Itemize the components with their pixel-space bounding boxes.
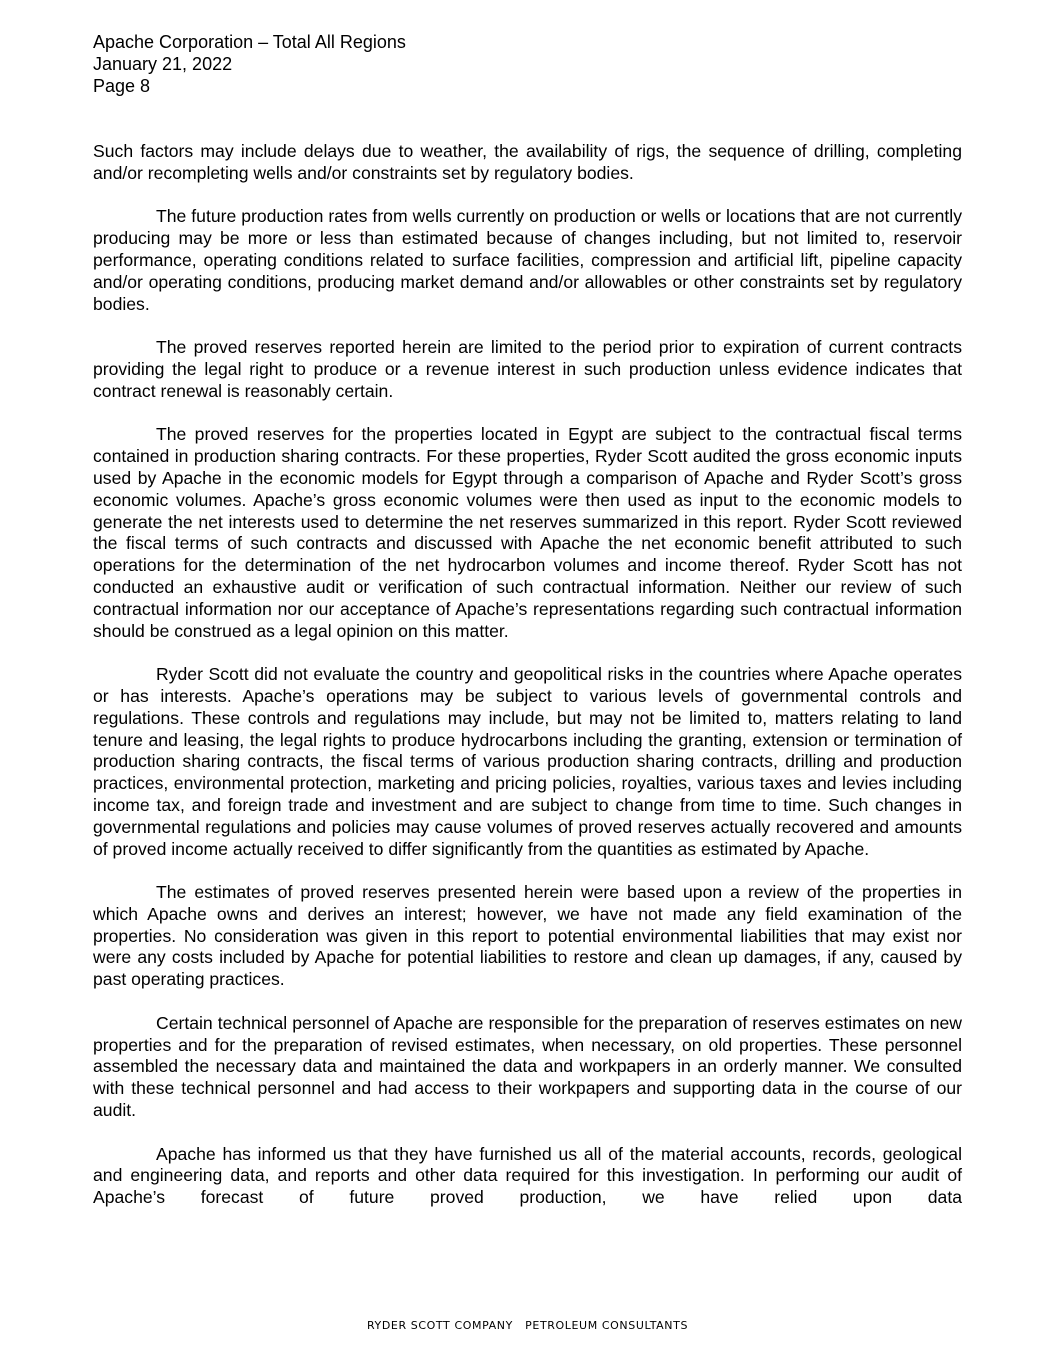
paragraph-geopolitical-risks: Ryder Scott did not evaluate the country and geopolitical risks in the countries where Apache operates or has interests. Apache’s operations may be subject to various levels of governmental controls and regulations. These controls and regulations may include, but may not be limited to, matters relating to land tenure and leasing, the legal rights to produce hydrocarbons including the granting, extension or termination of production sharing contracts, the fiscal terms of various production sharing contracts, drilling and production practices, environmental protection, marketing and pricing policies, royalties, various taxes and levies including income tax, and foreign trade and investment and are subject to change from time to time. Such changes in governmental regulations and policies may cause volumes of proved reserves actually recovered and amounts of proved income actually received to differ significantly from the quantities as estimated by Apache.: [93, 664, 962, 859]
paragraph-technical-personnel: Certain technical personnel of Apache are responsible for the preparation of reserves estimates on new properties and for the preparation of revised estimates, when necessary, on old properties. These personnel assembled the necessary data and maintained the data and workpapers in an orderly manner. We consulted with these technical personnel and had access to their workpapers and supporting data in the course of our audit.: [93, 1012, 962, 1121]
header-date-line: January 21, 2022: [93, 54, 233, 74]
header-company-line: Apache Corporation – Total All Regions: [93, 32, 406, 52]
paragraph-data-furnished: Apache has informed us that they have furnished us all of the material accounts, records, geological and engineering data, and reports and other data required for this investigation. In performing our audit of Apache’s forecast of future proved production, we have relied upon data: [93, 1143, 962, 1208]
paragraph-environmental: The estimates of proved reserves presented herein were based upon a review of the properties in which Apache owns and derives an interest; however, we have not made any field examination of the properties. No consideration was given in this report to potential environmental liabilities that may exist nor were any costs included by Apache for potential liabilities to restore and clean up damages, if any, caused by past operating practices.: [93, 882, 962, 990]
paragraph-continuation: Such factors may include delays due to weather, the availability of rigs, the sequence of drilling, completing and/or recompleting wells and/or constraints set by regulatory bodies.: [93, 141, 962, 183]
letter-header: [93, 31, 406, 97]
paragraph-production-rates: The future production rates from wells currently on production or wells or locations that are not currently producing may be more or less than estimated because of changes including, but not limited to, reservoir performance, operating conditions related to surface facilities, compression and artificial lift, pipeline capacity and/or operating conditions, producing market demand and/or allowables or other constraints set by regulatory bodies.: [93, 206, 962, 314]
paragraph-contract-expiration: The proved reserves reported herein are limited to the period prior to expiration of current contracts providing the legal right to produce or a revenue interest in such production unless evidence indicates that contract renewal is reasonably certain.: [93, 337, 962, 401]
header-page-line: Page 8: [93, 76, 151, 96]
page-footer: RYDER SCOTT COMPANY PETROLEUM CONSULTANTS: [366, 1319, 689, 1332]
paragraph-egypt-psc: The proved reserves for the properties located in Egypt are subject to the contractual fiscal terms contained in production sharing contracts. For these properties, Ryder Scott audited the gross economic inputs used by Apache in the economic models for Egypt through a comparison of Apache and Ryder Scott’s gross economic volumes. Apache’s gross economic volumes were then used as input to the economic models to generate the net interests used to determine the net reserves summarized in this report. Ryder Scott reviewed the fiscal terms of such contracts and discussed with Apache the net economic benefit attributed to such operations for the determination of the net hydrocarbon volumes and income thereof. Ryder Scott has not conducted an exhaustive audit or verification of such contractual information. Neither our review of such contractual information nor our acceptance of Apache’s representations regarding such contractual information should be construed as a legal opinion on this matter.: [93, 424, 962, 641]
letter-body: [93, 141, 962, 1209]
